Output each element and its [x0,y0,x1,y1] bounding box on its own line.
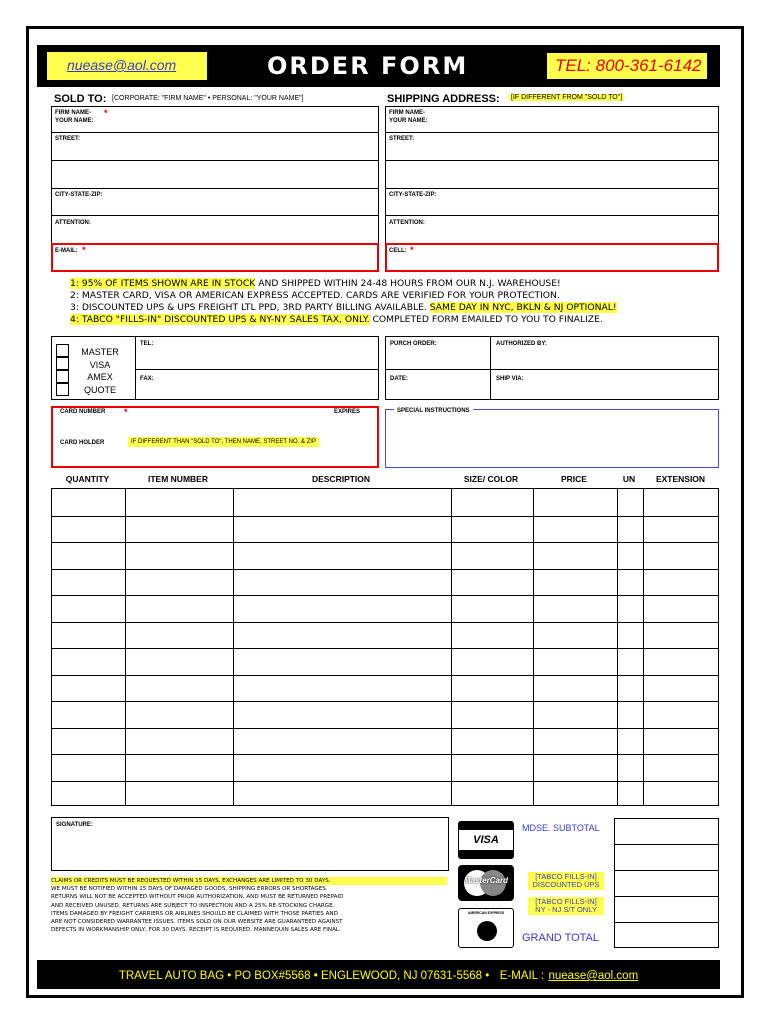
tax-fills-in-label: [TABCO FILLS-IN] NY - NJ S/T ONLY [528,897,604,915]
ups-fills-in-label: [TABCO FILLS-IN] DISCOUNTED UPS [528,872,604,890]
footer-email-label: E-MAIL : [499,970,545,982]
date-label: DATE: [390,376,408,382]
col-item-number: ITEM NUMBER [148,474,208,484]
ship-via-label: SHIP VIA: [496,376,524,382]
table-row[interactable] [52,675,718,676]
table-row[interactable] [52,781,718,782]
table-column-divider [533,489,534,805]
sold-attention-label: ATTENTION: [55,220,91,226]
policy-text [51,877,447,934]
required-marker: * [82,245,86,255]
items-table [51,488,719,806]
ship-attention-label: ATTENTION: [389,220,425,226]
note-4: 4: TABCO "FILLS-IN" DISCOUNTED UPS & NY-NY SALES TAX, ONLY. COMPLETED FORM EMAILED TO YOU TO FINALIZE. [70,314,603,325]
signature-field[interactable] [51,817,449,871]
note-1: 1: 95% OF ITEMS SHOWN ARE IN STOCK AND SHIPPED WITHIN 24-48 HOURS FROM OUR N.J. WAREHOUSE! [70,278,561,289]
amex-checkbox[interactable] [56,370,69,383]
grand-total-label: GRAND TOTAL [522,932,600,944]
table-row[interactable] [52,701,718,702]
payment-option: MASTER [81,347,119,357]
form-title: ORDER FORM [267,52,469,80]
payment-method-list [80,346,120,396]
policy-line: WE MUST BE NOTIFIED WITHIN 15 DAYS OF DAMAGED GOODS, SHIPPING ERRORS OR SHORTAGES. [51,886,328,893]
sold-firm-label: FIRM NAME- [55,110,91,116]
table-row[interactable] [52,595,718,596]
table-row[interactable] [52,542,718,543]
table-column-divider [125,489,126,805]
sold-to-heading: SOLD TO: [54,93,107,105]
policy-line: AND RECEIVED UNUSED. RETURNS ARE SUBJECT TO INSPECTION AND A 25% RE-STOCKING CHARGE. [51,902,335,909]
table-row[interactable] [52,648,718,649]
footer-address: TRAVEL AUTO BAG • PO BOX#5568 • ENGLEWOOD, NJ 07631-5568 • [118,970,490,982]
card-number-label: CARD NUMBER [60,409,106,415]
header-tel: TEL: 800-361-6142 [555,56,702,75]
policy-line: ARE NOT CONSIDERED WARRANTEE ISSUES. ITEMS SOLD ON OUR WEBSITE ARE GUARANTEED AGAINST [51,919,343,926]
ship-cell-label: CELL: [389,248,407,254]
expires-label: EXPIRES [334,409,361,415]
authorized-by-label: AUTHORIZED BY: [496,341,547,347]
note-3: 3: DISCOUNTED UPS & UPS FREIGHT LTL PPD, 3RD PARTY BILLING AVAILABLE. SAME DAY IN NYC, BKLN & NJ OPTIONAL! [70,302,617,313]
fax-label: FAX: [140,376,154,382]
required-marker: * [124,407,128,417]
visa-checkbox[interactable] [56,357,69,370]
note-2: 2: MASTER CARD, VISA OR AMERICAN EXPRESS ACCEPTED. CARDS ARE VERIFIED FOR YOUR PROTECTION. [70,290,560,301]
payment-option: VISA [89,359,111,370]
table-row[interactable] [52,516,718,517]
sold-email-label: E-MAIL: [55,248,78,254]
special-instructions-field[interactable] [385,409,719,468]
ship-city-label: CITY-STATE-ZIP: [389,192,437,198]
sold-name-label: YOUR NAME: [55,118,94,124]
ship-cell-field[interactable] [385,243,719,272]
shipping-heading: SHIPPING ADDRESS: [387,93,500,105]
table-column-divider [451,489,452,805]
sold-street-label: STREET: [55,136,81,142]
col-extension: EXTENSION [655,474,706,484]
quote-checkbox[interactable] [56,383,69,396]
sold-to-hint: [CORPORATE: "FIRM NAME" • PERSONAL: "YOUR NAME"] [112,95,304,102]
shipping-hint: [IF DIFFERENT FROM "SOLD TO"] [511,94,623,101]
required-marker: * [410,245,414,255]
master-checkbox[interactable] [56,344,69,357]
table-row[interactable] [52,569,718,570]
required-marker: * [104,108,108,118]
col-un: UN [622,474,636,484]
header-email-link[interactable]: nuease@aol.com [67,57,177,73]
mastercard-logo: MasterCard [458,865,514,901]
special-instructions-label: SPECIAL INSTRUCTIONS [394,408,473,415]
policy-highlight: CLAIMS OR CREDITS MUST BE REQUESTED WITHIN 15 DAYS. EXCHANGES ARE LIMITED TO 30 DAYS. [51,877,447,885]
footer-bar [37,960,720,989]
ship-firm-label: FIRM NAME- [389,110,425,116]
signature-label: SIGNATURE: [56,822,93,828]
table-row[interactable] [52,754,718,755]
col-price: PRICE [561,474,587,484]
header-bar [37,45,720,87]
policy-line: RETURNS WILL NOT BE ACCEPTED WITHOUT PRIOR AUTHORIZATION, AND MUST BE RETURNED PREPAID [51,894,344,901]
card-holder-hint: IF DIFFERENT THAN "SOLD TO", THEN NAME, STREET NO. & ZIP [128,437,319,447]
subtotal-label: MDSE. SUBTOTAL [522,823,600,833]
grand-total-field[interactable] [616,924,717,947]
sold-city-label: CITY-STATE-ZIP: [55,192,103,198]
subtotal-field[interactable] [616,820,717,843]
col-quantity: QUANTITY [65,474,110,484]
table-column-divider [233,489,234,805]
amex-logo: AMERICAN EXPRESS [458,908,514,948]
sold-email-field[interactable] [51,243,379,272]
table-column-divider [643,489,644,805]
table-column-divider [617,489,618,805]
col-size-color: SIZE/ COLOR [463,474,519,484]
table-row[interactable] [52,622,718,623]
payment-option: QUOTE [83,384,116,395]
purch-order-label: PURCH ORDER: [390,341,437,347]
footer-email-link[interactable]: nuease@aol.com [548,970,639,982]
ship-name-label: YOUR NAME: [389,118,428,124]
payment-option: AMEX [87,372,113,382]
policy-line: ITEMS DAMAGED BY FREIGHT CARRIERS OR AIRLINES SHOULD BE CLAIMED WITH THOSE PARTIES AND [51,910,338,917]
policy-line: DEFECTS IN WORKMANSHIP ONLY, FOR 30 DAYS. RECEIPT IS REQUIRED. MANNEQUIN SALES ARE FINAL. [51,927,341,934]
card-holder-label: CARD HOLDER [60,440,105,446]
ship-street-label: STREET: [389,136,415,142]
col-description: DESCRIPTION [311,474,371,484]
table-row[interactable] [52,728,718,729]
tel-label: TEL: [140,341,154,347]
visa-logo: VISA [458,821,514,859]
